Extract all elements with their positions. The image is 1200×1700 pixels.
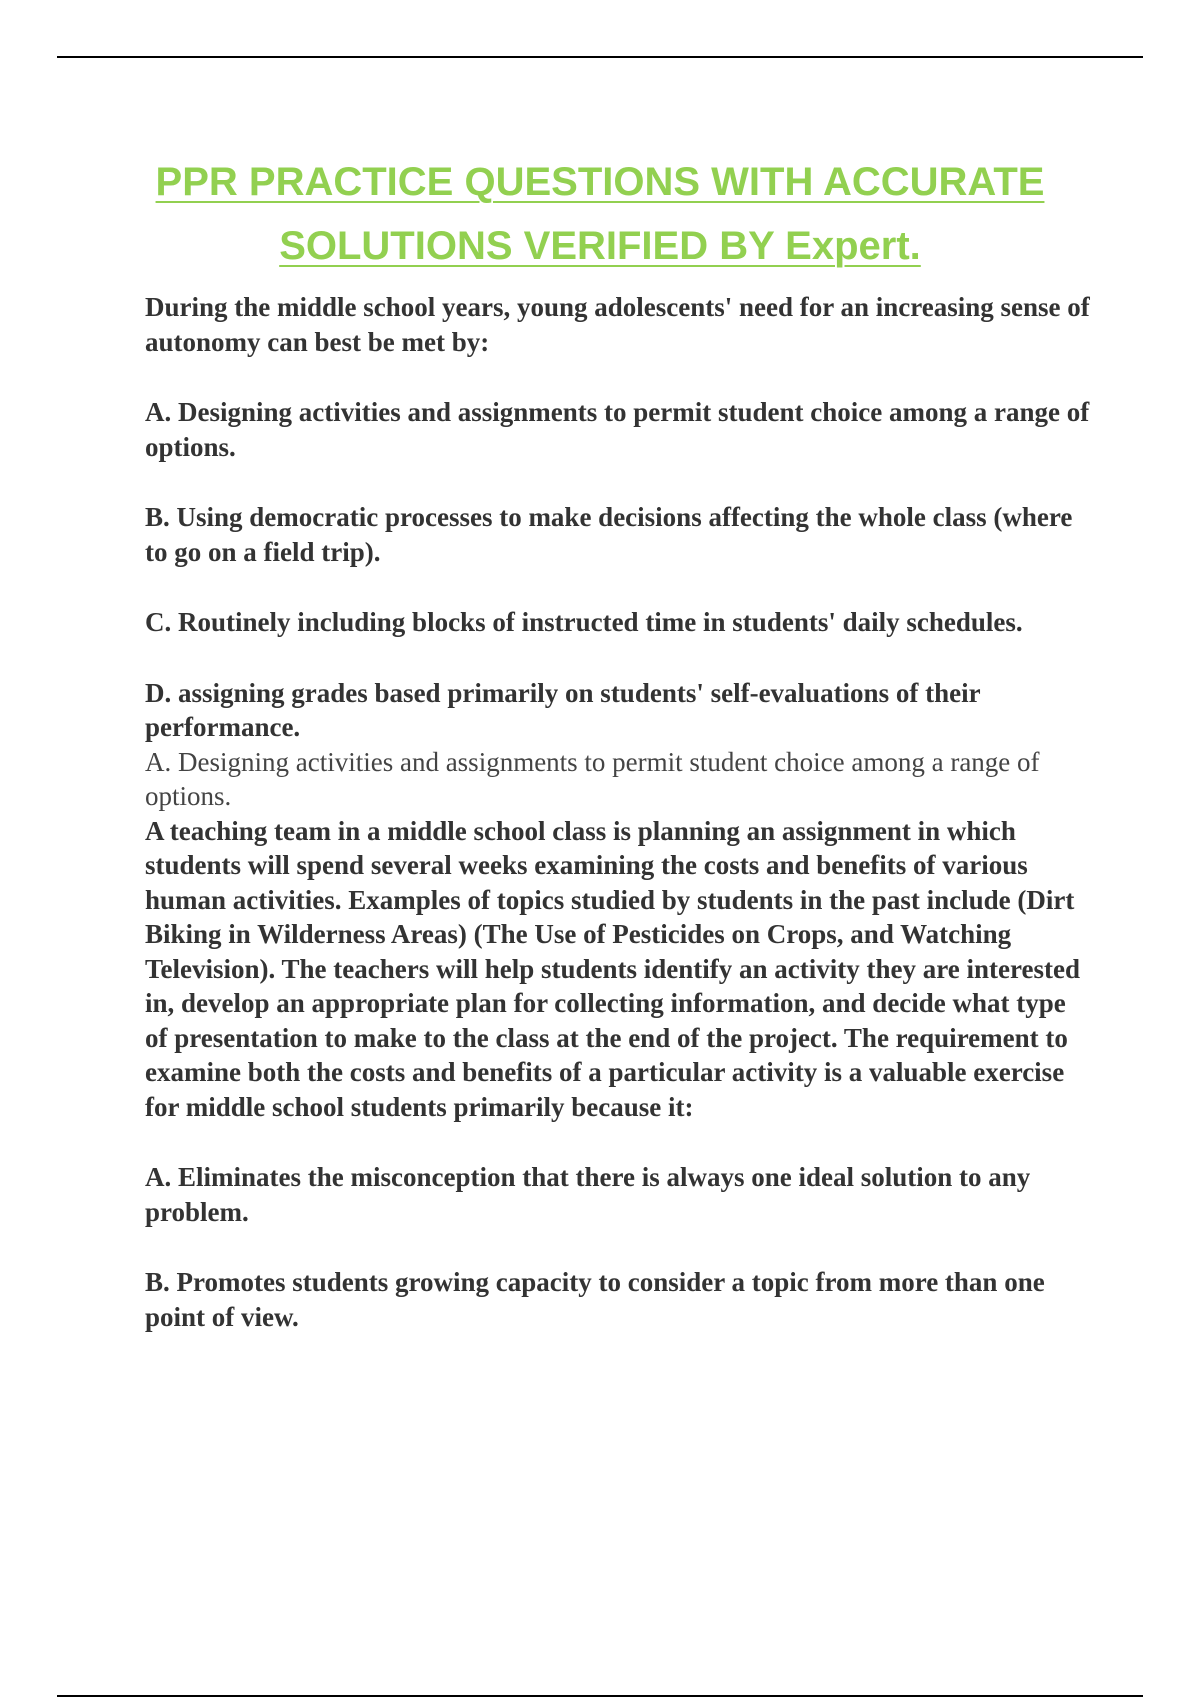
document-body [145,290,1095,1334]
question-1-option-b: B. Using democratic processes to make decisions affecting the whole class (where to go on a field trip). [145,502,1073,567]
question-2-option-a: A. Eliminates the misconception that there is always one ideal solution to any problem. [145,1162,1031,1227]
title-line-1: PPR PRACTICE QUESTIONS WITH ACCURATE [155,160,1045,204]
document-title [0,150,1200,278]
top-rule [57,56,1143,58]
question-1-option-c: C. Routinely including blocks of instructed time in students' daily schedules. [145,607,1023,637]
question-1-answer: A. Designing activities and assignments to permit student choice among a range of options. [145,746,1040,811]
question-1-option-a: A. Designing activities and assignments to permit student choice among a range of options. [145,397,1090,462]
question-1-stem: During the middle school years, young adolescents' need for an increasing sense of autonomy can best be met by: [145,292,1090,357]
title-line-2: SOLUTIONS VERIFIED BY Expert. [279,224,921,268]
bottom-rule [57,1695,1143,1697]
question-2-stem: A teaching team in a middle school class is planning an assignment in which students will spend several weeks examining the costs and benefits of various human activities. Examples of topics studied by students in the past include (Dirt Biking in Wilderness Areas) (The Use of Pesticides on Crops, and Watching Television). The teachers will help students identify an activity they are interested in, develop an appropriate plan for collecting information, and decide what type of presentation to make to the class at the end of the project. The requirement to examine both the costs and benefits of a particular activity is a valuable exercise for middle school students primarily because it: [145,815,1080,1122]
question-2-option-b: B. Promotes students growing capacity to consider a topic from more than one point of view. [145,1267,1045,1332]
question-1-option-d: D. assigning grades based primarily on students' self-evaluations of their performance. [145,677,981,742]
